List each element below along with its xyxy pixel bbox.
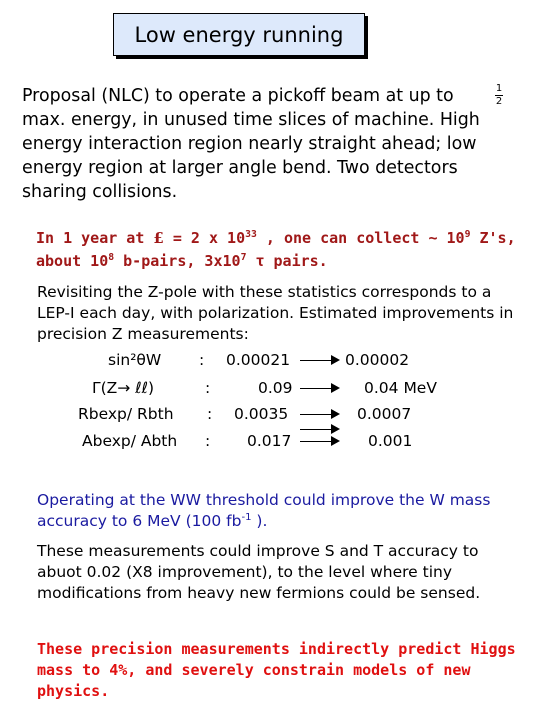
measurement-colon: : xyxy=(207,405,213,423)
measurement-label-rb: Rbexp/ Rbth xyxy=(78,405,174,423)
lum-b: = 2 x 10 xyxy=(163,229,246,247)
lum-e: about 10 xyxy=(36,252,109,270)
slide-title-text: Low energy running xyxy=(134,22,344,47)
measurement-current: 0.0035 xyxy=(234,405,289,423)
measurement-colon: : xyxy=(205,432,211,450)
arrow-icon xyxy=(300,388,338,389)
ww-exp: -1 xyxy=(241,511,252,523)
luminosity-paragraph xyxy=(36,227,526,273)
conclusion-paragraph: These precision measurements indirectly predict Higgs mass to 4%, and severely constrain models of new physics. xyxy=(37,640,516,700)
lum-g: τ pairs. xyxy=(246,252,328,270)
fraction-numerator: 1 xyxy=(495,83,503,94)
arrow-icon xyxy=(300,429,338,430)
lum-exp2: 9 xyxy=(464,229,471,240)
zpole-paragraph: Revisiting the Z-pole with these statistics corresponds to a LEP-I each day, with polarization. Estimated improvements in precision Z measurements: xyxy=(37,283,514,343)
proposal-text: Proposal (NLC) to operate a pickoff beam at up to xyxy=(22,86,454,106)
measurement-future: 0.00002 xyxy=(345,351,410,369)
lum-d: Z's, xyxy=(470,229,516,247)
measurement-label-sin2theta: sin²θW xyxy=(108,351,162,369)
measurement-future: 0.001 xyxy=(368,432,413,450)
lum-f: b-pairs, 3x10 xyxy=(114,252,241,270)
ww-end: ). xyxy=(251,512,268,530)
ww-threshold-paragraph xyxy=(37,490,527,532)
lum-exp1: 33 xyxy=(245,229,257,240)
slide-title xyxy=(113,13,365,56)
lum-a: In 1 year at xyxy=(36,229,145,247)
lum-c: , one can collect ~ 10 xyxy=(256,229,465,247)
measurement-current: 0.09 xyxy=(258,379,293,397)
ww-text: Operating at the WW threshold could improve the W mass accuracy to 6 MeV (100 fb xyxy=(37,491,491,530)
measurement-colon: : xyxy=(199,351,205,369)
measurement-future: 0.04 MeV xyxy=(364,379,437,397)
measurement-label-gamma: Γ(Z→ ℓℓ) xyxy=(92,379,155,397)
lum-exp3: 8 xyxy=(108,252,115,263)
arrow-icon xyxy=(300,441,338,442)
proposal-rest: max. energy, in unused time slices of machine. High energy interaction region nearly straight ahead; low energy region at larger angle bend. Two detectors sharing collisions. xyxy=(22,110,480,202)
fraction-denominator: 2 xyxy=(495,96,503,107)
measurement-current: 0.00021 xyxy=(226,351,291,369)
proposal-paragraph xyxy=(22,84,522,204)
arrow-icon xyxy=(300,414,338,415)
measurement-colon: : xyxy=(205,379,211,397)
measurement-label-ab: Abexp/ Abth xyxy=(82,432,178,450)
s-t-paragraph: These measurements could improve S and T accuracy to abuot 0.02 (X8 improvement), to the level where tiny modifications from heavy new fermions could be sensed. xyxy=(37,542,481,602)
measurement-future: 0.0007 xyxy=(357,405,412,423)
lum-exp4: 7 xyxy=(240,252,247,263)
luminosity-symbol: £ xyxy=(153,229,164,247)
one-half-fraction xyxy=(495,84,503,107)
measurement-current: 0.017 xyxy=(247,432,292,450)
arrow-icon xyxy=(300,360,338,361)
